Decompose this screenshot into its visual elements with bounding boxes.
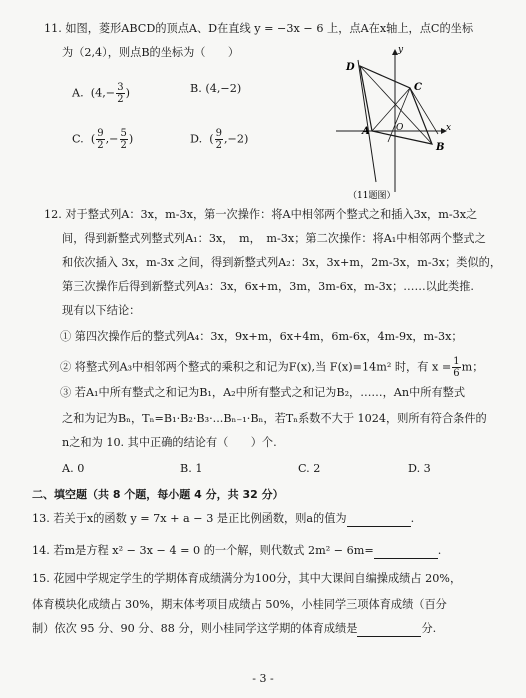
line-y-eq-minus-3x-minus-6 <box>358 60 376 182</box>
figure-caption: （11题图） <box>348 191 396 201</box>
q15-line3: 制）依次 95 分、90 分、88 分，则小桂同学这学期的体育成绩是 分. <box>32 622 437 635</box>
q11-option-b: B. (4,−2) <box>190 82 242 95</box>
q12-line4: 第三次操作后得到新整式列A₃：3x，6x+m，3m，3m-6x，m-3x；……以此类推. <box>62 280 474 293</box>
q11-option-c: C. ( $\frac{9}{2}$ ,− $\frac{5}{2}$ ) <box>72 128 134 151</box>
page-number: - 3 - <box>252 672 274 685</box>
label-b: B <box>436 142 445 153</box>
section-heading-fill-in: 二、填空题（共 8 个题，每小题 4 分，共 32 分） <box>32 488 284 501</box>
label-y: y <box>398 45 404 55</box>
answer-blank <box>357 622 421 637</box>
q12-conclusion-3-line1: ③ 若A₁中所有整式之和记为B₁，A₂中所有整式之和记为B₂，……，An中所有整式 <box>60 386 466 399</box>
q12-conclusion-1: ① 第四次操作后的整式列A₄：3x，9x+m，6x+4m，6m-6x，4m-9x，m-3x； <box>60 330 463 343</box>
q12-line5: 现有以下结论： <box>62 304 141 317</box>
diagonal-ac <box>372 88 410 131</box>
q12-option-b: B. 1 <box>180 462 203 475</box>
aux-line-2 <box>410 88 438 134</box>
q12-line3: 和依次插入 3x，m-3x 之间，得到新整式列A₂：3x，3x+m，2m-3x，m-3x；类似的， <box>62 256 502 269</box>
label-o: O <box>396 123 404 133</box>
aux-line-1 <box>388 88 410 142</box>
q12-option-a: A. 0 <box>62 462 85 475</box>
q12-line1: 12. 对于整式列A：3x，m-3x，第一次操作：将A中相邻两个整式之和插入3x，m-3x之 <box>44 208 478 221</box>
q12-conclusion-3-line2: 之和为记为Bₙ，Tₙ=B₁·B₂·B₃·...Bₙ₋₁·Bₙ，若Tₙ系数不大于 1024，则所有符合条件的 <box>62 412 487 425</box>
q11-line1: 11. 如图，菱形ABCD的顶点A、D在直线 y = −3x − 6 上，点A在x轴上，点C的坐标 <box>44 22 474 35</box>
q11-option-a: A. (4,− $\frac{3}{2}$ ) <box>72 82 130 105</box>
q12-conclusion-2: ② 将整式列A₃中相邻两个整式的乘积之和记为F(x),当 F(x)=14m² 时，有 x = $\frac{1}{6}$ m； <box>60 356 484 379</box>
q14: 14. 若m是方程 x² − 3x − 4 = 0 的一个解，则代数式 2m² − 6m= . <box>32 544 442 557</box>
q12-option-c: C. 2 <box>298 462 321 475</box>
fraction: $\frac{1}{6}$ <box>453 356 460 379</box>
label-d: D <box>346 62 355 73</box>
q12-line2: 间，得到新整式列整式列A₁：3x， m， m-3x；第二次操作：将A₁中相邻两个整式之 <box>62 232 486 245</box>
fraction: $\frac{5}{2}$ <box>120 128 127 151</box>
label-x: x <box>446 123 452 133</box>
answer-blank <box>347 512 411 527</box>
q12-option-d: D. 3 <box>408 462 431 475</box>
q11-figure <box>328 42 460 202</box>
label-a: A <box>362 126 370 137</box>
q15-line1: 15. 花园中学规定学生的学期体育成绩满分为100分，其中大课间自编操成绩占 20%， <box>32 572 462 585</box>
q13: 13. 若关于x的函数 y = 7x + a − 3 是正比例函数，则a的值为 . <box>32 512 415 525</box>
q15-line2: 体育模块化成绩占 30%，期末体考项目成绩占 50%，小桂同学三项体育成绩（百分 <box>32 598 447 611</box>
answer-blank <box>374 544 438 559</box>
q12-conclusion-3-line3: n之和为 10. 其中正确的结论有（ ）个. <box>62 436 277 449</box>
q11-option-d: D. ( $\frac{9}{2}$ ,−2) <box>190 128 249 151</box>
fraction: $\frac{9}{2}$ <box>97 128 104 151</box>
fraction: $\frac{9}{2}$ <box>215 128 222 151</box>
fraction: $\frac{3}{2}$ <box>117 82 124 105</box>
q11-line2: 为（2,4），则点B的坐标为（ ） <box>62 46 240 59</box>
label-c: C <box>414 82 422 93</box>
